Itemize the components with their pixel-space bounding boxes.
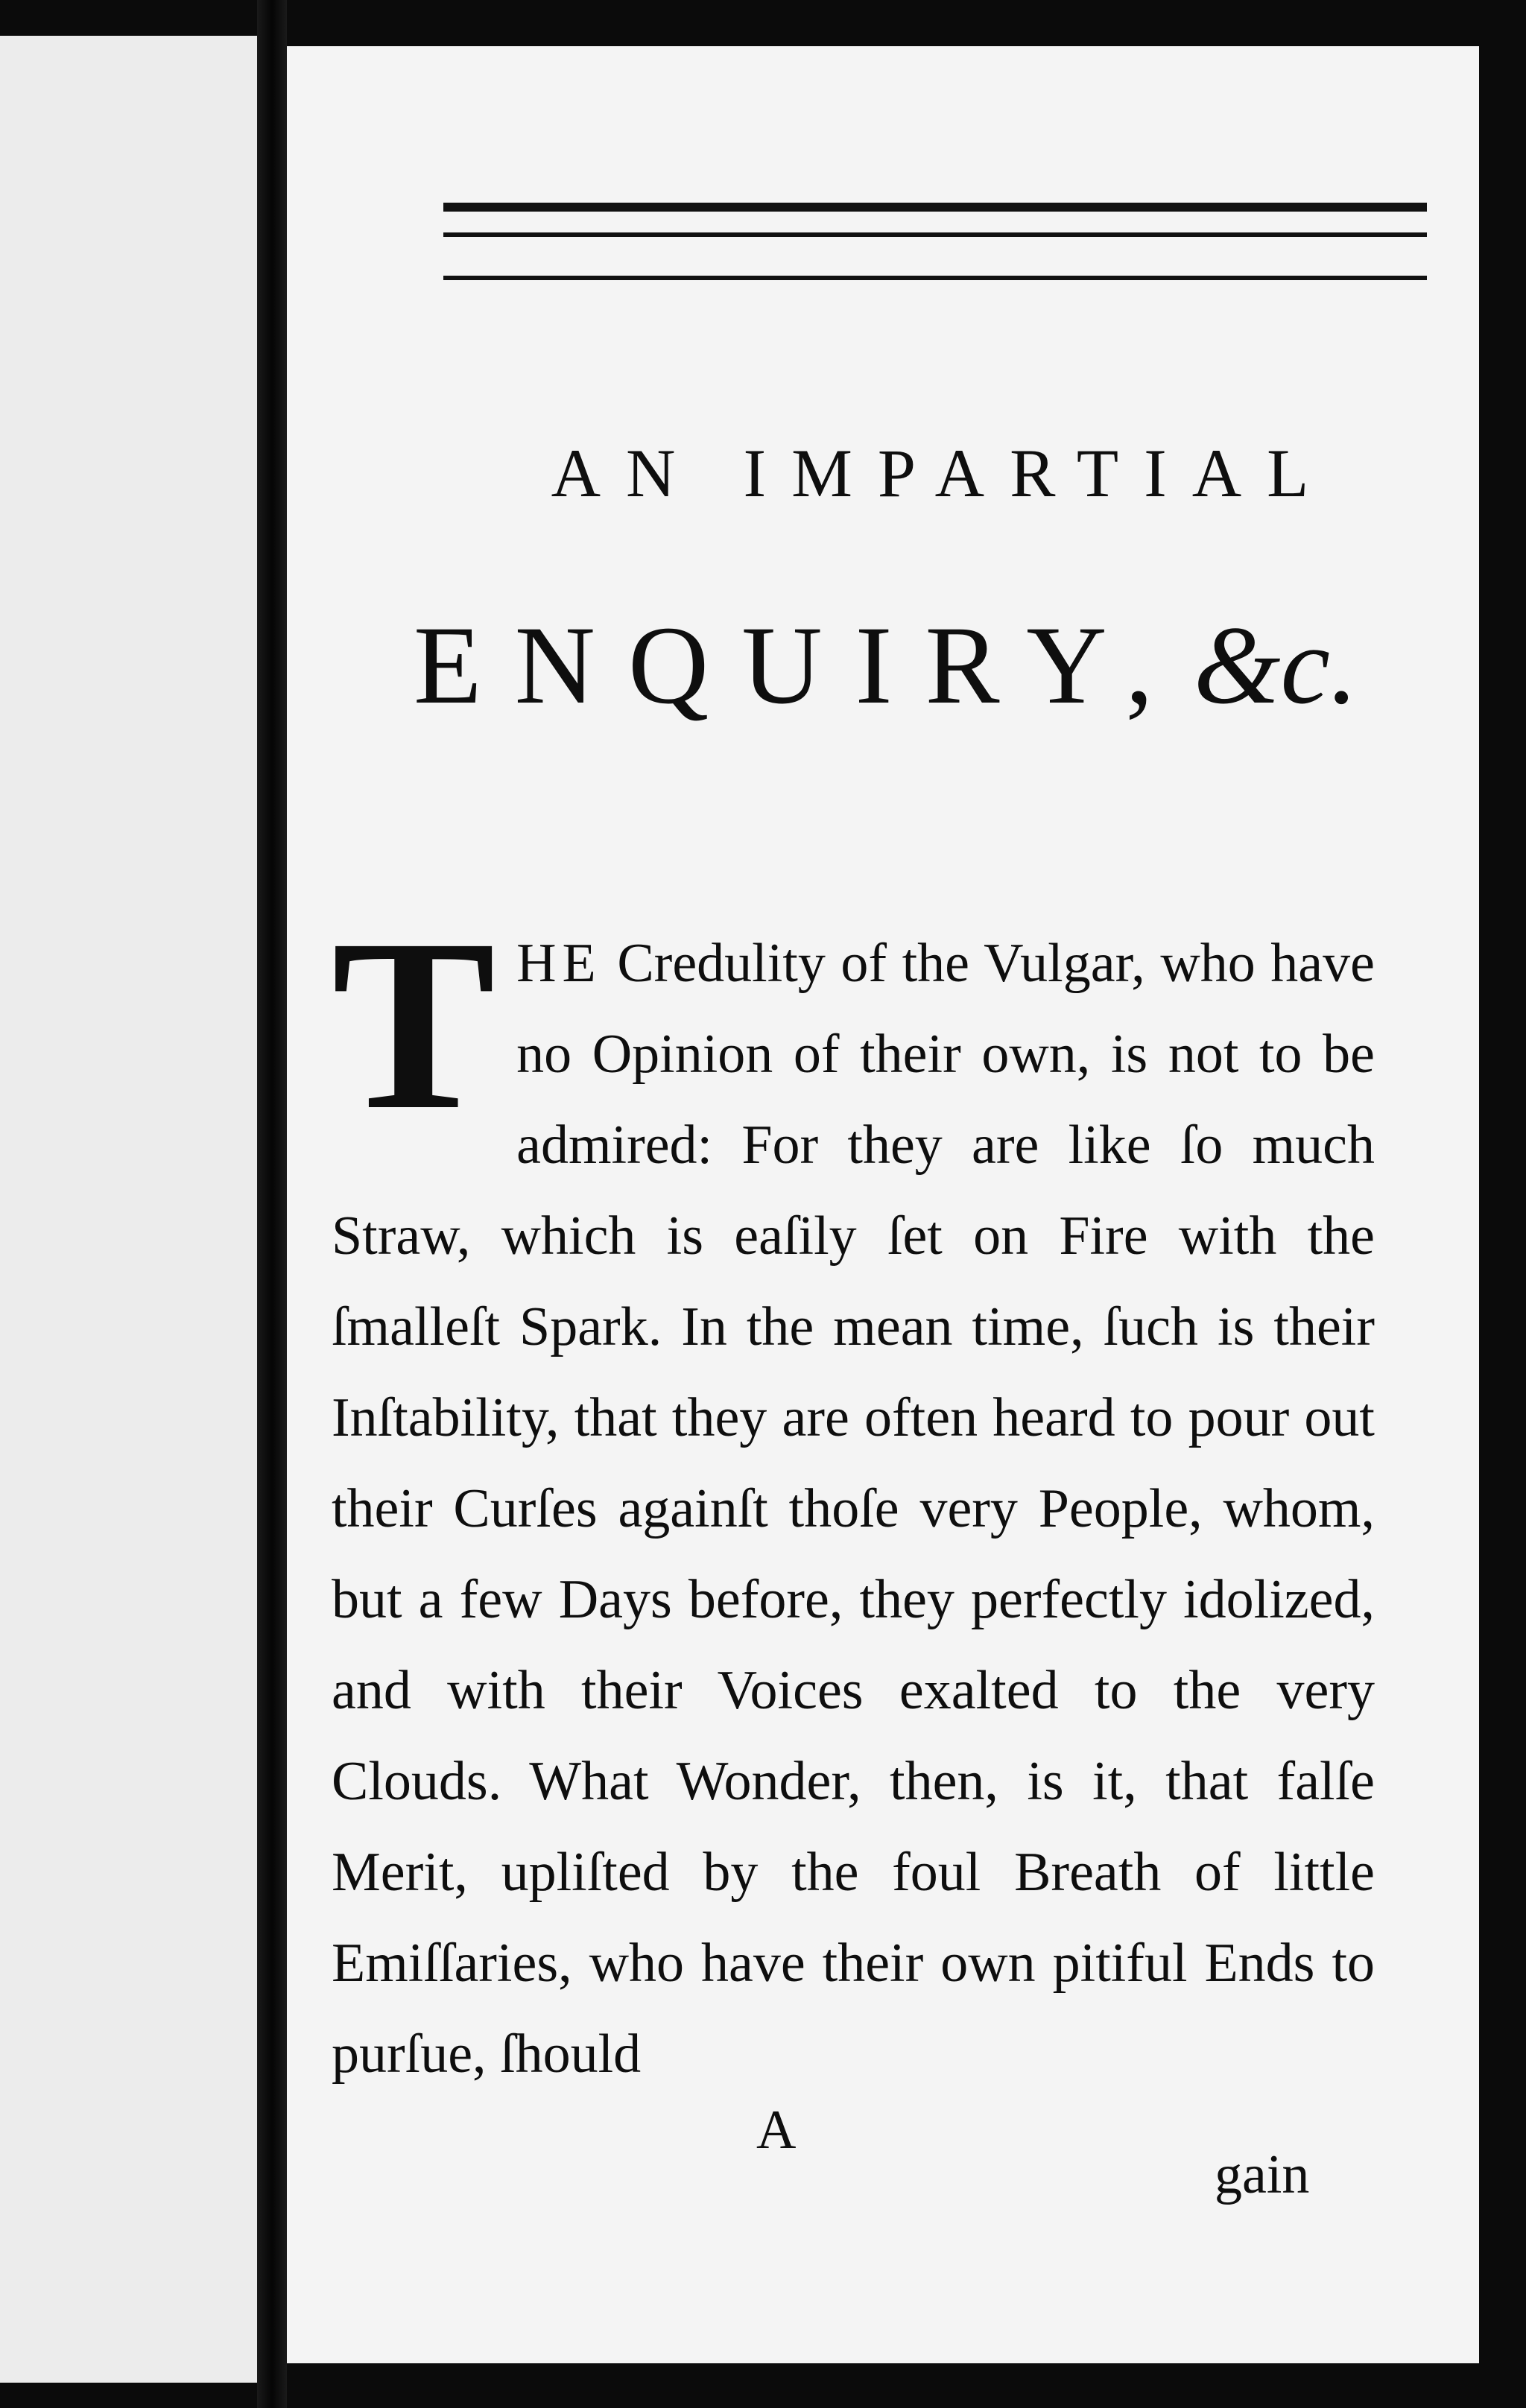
catchword: gain — [1215, 2144, 1310, 2205]
drop-cap: T — [332, 889, 496, 1161]
heading-title-word: ENQUIRY, — [414, 603, 1186, 727]
facing-page — [0, 36, 257, 2383]
body-text: Credulity of the Vulgar, who have no Opinion of their own, is not to be admired: For they are like ſo much Straw, which is eaſily ſet on Fire with the ſmalleſt Spark. In the mean time, ſuch is their Inſtability, that they are often heard to pour out their Curſes againſt thoſe very People, whom, but a few Days before, they perfectly idolized, and with their Voices exalted to the very Clouds. What Wonder, then, is it, that falſe Merit, upliſted by the foul Breath of little Emiſſaries, who have their own pitiful Ends to purſue, ſhould — [332, 933, 1375, 2085]
heading-title-suffix: &c. — [1193, 603, 1358, 727]
heading-title — [414, 601, 1457, 729]
header-rule-thin-2 — [443, 276, 1427, 280]
book-gutter — [257, 0, 287, 2408]
header-rule-thick — [443, 203, 1427, 212]
lead-word: HE — [516, 933, 602, 994]
signature-mark: A — [756, 2100, 797, 2161]
body-paragraph — [332, 889, 1375, 2100]
heading-subtitle: AN IMPARTIAL — [551, 435, 1335, 511]
header-rule-thin-1 — [443, 232, 1427, 237]
text-page — [287, 46, 1479, 2363]
